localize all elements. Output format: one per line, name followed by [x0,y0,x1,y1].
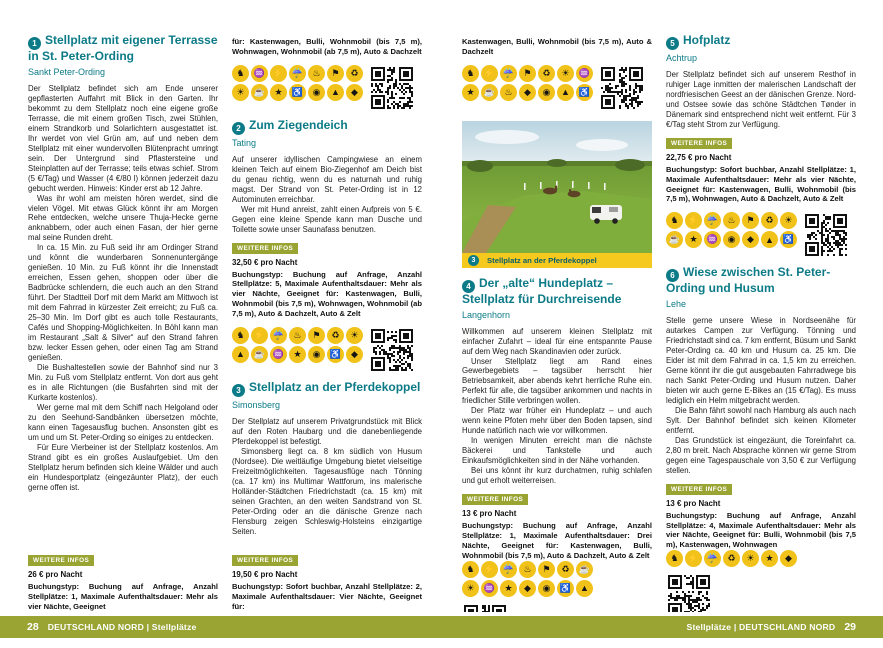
photo-caption [462,253,652,268]
family-icon: ★ [500,580,517,597]
entry-6-title [666,266,856,296]
entry-1-price: 26 € pro Nacht [28,570,83,580]
entry-2-location: Tating [232,137,257,148]
picnic-icon: ☀ [462,580,479,597]
laundry-icon: ◉ [538,580,555,597]
toilet-icon: ⚑ [519,65,536,82]
water-icon: ☔ [270,327,287,344]
footer-label-left: DEUTSCHLAND NORD | Stellplätze [47,622,197,632]
water-icon: ☔ [704,212,721,229]
amenity-icons [666,550,797,567]
amenity-icons [462,65,593,101]
entry-6-price: 13 € pro Nacht [666,498,721,508]
page-number-right: 29 [844,621,856,633]
family-icon: ★ [270,84,287,101]
photo-pferdekoppel [462,121,652,253]
entry-4-paragraph: Bei uns könnt ihr kurz durchatmen, ruhig schlafen und gut erholt weiterreisen. [462,466,652,486]
entry-6-paragraph: Stelle gerne unsere Wiese in Nordseenähe für autarkes Campen zur Verfügung. Tönning und Friedrichstadt sind ca. 7 km entfernt, Büsum und Sankt Peter-Ording ca. 40 km und Husum ca. 25 km. Die Eider ist mit dem Fahrrad in ca. 1,5 km zu erreichen. Gerne könnt ihr die gut ausgebauten Fahrradwege bis nach Sankt Peter-Ording und Husum nutzen. Daher bieten wir auch gerne E-Bikes an (15 €/Tag). Es muss lediglich ein Helm mitgebracht werden. [666,316,856,405]
entry-3-price: 19,50 € pro Nacht [232,570,298,580]
entry-2-booking-details: Buchungstyp: Buchung auf Anfrage, Anzahl Stellplätze: 5, Maximale Aufenthaltsdauer: Mehr als vier Nächte, Geeignet für: Kastenwagen, Bulli, Wohnmobil (bis 7,5 m), Wohnwagen, Wohnmobil (ab 7,5 m), Auto & Dachzelt, Auto & Zelt [232,269,422,318]
laundry-icon: ◉ [723,231,740,248]
picnic-icon: ☀ [742,550,759,567]
entry-6-paragraph: Die Bahn fährt sowohl nach Hamburg als auch nach Sylt. Der Bahnhof befindet sich keinen Kilometer entfernt. [666,405,856,435]
entry-6-amenity-strip [666,550,856,612]
pets-icon: ♞ [666,212,683,229]
laundry-icon: ◉ [308,346,325,363]
column-4 [666,34,856,612]
fire-icon: ▲ [232,346,249,363]
entry-5-number-badge: 5 [666,37,679,50]
entry-1-booking-details: Buchungstyp: Buchung auf Anfrage, Anzahl Stellplätze: 1, Maximale Aufenthaltsdauer: Mehr als vier Nächte, Geeignet [28,582,218,612]
entry-2-title [232,119,422,135]
amenity-icons [462,561,593,597]
waste-icon: ♻ [327,327,344,344]
entry-6-number-badge: 6 [666,269,679,282]
qr-code [369,327,415,373]
accessible-icon: ♿ [557,580,574,597]
entry-5-paragraph: Der Stellplatz befindet sich auf unserem Resthof in ruhiger Lage inmitten der malerischen Landschaft der nordfriesischen Geest an der dänischen Grenze. Nord- und Ostsee sowie das schöne Städtchen Tønder in Dänemark sind entsprechend nicht weit entfernt. Für 3 €/Tag steht Strom zur Verfügung. [666,70,856,129]
waste-icon: ♻ [346,65,363,82]
waste-icon: ♻ [538,65,555,82]
entry-4-amenity-strip [462,561,652,612]
weitere-infos-badge: WEITERE INFOS [666,138,732,149]
entry-3-booking-details: Buchungstyp: Sofort buchbar, Anzahl Stellplätze: 2, Maximale Aufenthaltsdauer: Vier Nächte, Geeignet für: [232,582,422,612]
family-icon: ★ [685,231,702,248]
weitere-infos-badge: WEITERE INFOS [666,484,732,495]
qr-code [803,212,849,258]
weitere-infos-badge: WEITERE INFOS [462,494,528,505]
water-icon: ☔ [289,65,306,82]
qr-code [666,573,712,612]
fire-icon: ▲ [327,84,344,101]
amenity-icons [232,327,363,363]
entry-6-paragraph: Das Grundstück ist eingezäunt, die Toreinfahrt ca. 2,80 m breit. Nach Absprache können wir gerne Strom gegen eine Tagespauschale von 3,50 € zur Verfügung stellen. [666,435,856,475]
toilet-icon: ⚑ [742,212,759,229]
amenity-icons [666,212,797,248]
entry-3-paragraph: Der Stellplatz auf unserem Privatgrundstück mit Blick auf den Roten Haubarg und die danebenliegende Pferdekoppel ist befestigt. [232,416,422,446]
entry-3-location: Simonsberg [232,399,281,410]
parking-icon: ◆ [519,84,536,101]
shower-icon: ♨ [723,212,740,229]
electricity-icon: ⚡ [481,561,498,578]
pets-icon: ♞ [666,550,683,567]
entry-1-paragraph: Was ihr wohl am meisten hören werdet, sind die vielen Vögel. Mit etwas Glück könnt ihr am Morgen Rehe entdecken, welche unsere Thuja-Hecke gerne anknabbern, oder auch einen Fasan, der hier gerne mal seine Runden dreht. [28,193,218,243]
entry-1-amenity-strip [232,65,422,111]
qr-code [369,65,415,111]
footer-bar-left [0,616,465,638]
family-icon: ★ [289,346,306,363]
bakery-icon: ☕ [481,84,498,101]
entry-2-amenity-strip [232,327,422,373]
shower-icon: ♨ [308,65,325,82]
electricity-icon: ⚡ [481,65,498,82]
family-icon: ★ [462,84,479,101]
entry-1-paragraph: Der Stellplatz befindet sich am Ende unserer gepflasterten Auffahrt mit Blick in den Garten. Ihr bekommt zu dem Stellplatz noch eine eigene große Terrasse, die mit einem großen Tisch, zwei Stühlen, einem Strandkorb und Solarlichtern ausgestattet ist. Ihr werdet von viel Grün am, auf und neben dem Stellplatz mit einer wundervollen Blütenpracht umringt sein. Der Untergrund sind Pflastersteine und Steinplatten auf der Terrasse; teils etwas schief. Strom (5 €/Tag) und Wasser (4 €/80 l) können jederzeit dazu gebucht werden. Hinweis: Kinder erst ab 12 Jahre. [28,83,218,193]
accessible-icon: ♿ [780,231,797,248]
water-icon: ☔ [704,550,721,567]
wifi-icon: ♒ [704,231,721,248]
bakery-icon: ☕ [251,84,268,101]
laundry-icon: ◉ [308,84,325,101]
water-icon: ☔ [500,561,517,578]
wifi-icon: ♒ [481,580,498,597]
bakery-icon: ☕ [666,231,683,248]
weitere-infos-badge: WEITERE INFOS [232,243,298,254]
entry-1-location: Sankt Peter-Ording [28,66,106,77]
waste-icon: ♻ [761,212,778,229]
footer-label-right: Stellplätze | DEUTSCHLAND NORD [686,622,836,632]
shower-icon: ♨ [500,84,517,101]
entry-1-title [28,34,218,64]
wifi-icon: ♒ [251,65,268,82]
column-1 [28,34,218,612]
amenity-icons [232,65,363,101]
entry-6-location: Lehe [666,299,687,310]
laundry-icon: ◉ [538,84,555,101]
pets-icon: ♞ [462,561,479,578]
entry-5-booking-details: Buchungstyp: Sofort buchbar, Anzahl Stellplätze: 1, Maximale Aufenthaltsdauer: Mehr als vier Nächte, Geeignet für: Kastenwagen, Bulli, Wohnmobil (bis 7,5 m), Wohnwagen, Auto & Dachzelt, Auto & Zelt [666,164,856,204]
column-3 [462,34,652,612]
entry-5-title-text: Hofplatz [683,34,731,47]
electricity-icon: ⚡ [685,212,702,229]
accessible-icon: ♿ [327,346,344,363]
entry-4-booking-details: Buchungstyp: Buchung auf Anfrage, Anzahl Stellplätze: 1, Maximale Aufenthaltsdauer: Drei Nächte, Geeignet für: Kastenwagen, Bulli, Wohnmobil (bis 7,5 m), Auto & Dachzelt, Auto & Zelt [462,521,652,560]
caption-number-badge: 3 [468,255,479,266]
entry-3-amenity-strip [462,65,652,111]
pets-icon: ♞ [232,327,249,344]
entry-2-number-badge: 2 [232,122,245,135]
entry-1-paragraph: In ca. 15 Min. zu Fuß seid ihr am Ordinger Strand und könnt die wunderbaren Sonnenuntergänge genießen. 10 Min. zu Fuß könnt ihr die Innenstadt erreichen, Essen gehen, shoppen oder über die Badbrücke schlendern, die euch auch an den Strand führt. Der Stadtteil Dorf mit dem Markt am Mittwoch ist mit dem Fahrrad in kürzester Zeit erreicht; zu Fuß ca. 25–30 Min. Im Dorf gibt es auch tolle Restaurants, Cafés und Shopping-Möglichkeiten. In Böhl kann man im Restaurant „Salt & Silver“ auf den Strand fahren bzw. lecker Essen gehen, oder einen Tag am Strand genießen. [28,243,218,363]
pets-icon: ♞ [462,65,479,82]
entry-1-paragraph: Die Bushaltestellen sowie der Bahnhof sind nur 3 Min. zu Fuß vom Stellplatz entfernt. Von dort aus geht es in alle Richtungen (die Busfahrten sind mit der Kurkarte kostenlos). [28,363,218,402]
entry-5-price: 22,75 € pro Nacht [666,152,732,162]
water-icon: ☔ [500,65,517,82]
entry-2-title-text: Zum Ziegendeich [249,117,348,132]
picnic-icon: ☀ [346,327,363,344]
entry-1-title-text: Stellplatz mit eigener Terrasse in St. Peter-Ording [28,34,218,64]
entry-6-booking-details: Buchungstyp: Buchung auf Anfrage, Anzahl Stellplätze: 4, Maximale Aufenthaltsdauer: Mehr als vier Nächte, Geeignet für: Bulli, Wohnmobil (bis 7,5 m), Kastenwagen, Wohnwagen [666,510,856,550]
entry-3-paragraph: Simonsberg liegt ca. 8 km südlich von Husum (Nordsee). Die weitläufige Umgebung bietet vielseitige Freizeitmöglichkeiten. Tagesausflüge nach Tönning (ca. 17 km) ins Multimar Wattforum, ins malerische Holländer-Städtchen Friedrichstadt (ca. 15 km) mit seinen Grachten, an den weiten Sandstrand von St. Peter-Ording oder an die dänische Grenze nach Flensburg zeigen Schleswig-Holsteins einzigartige Seiten. [232,446,422,536]
electricity-icon: ⚡ [251,327,268,344]
toilet-icon: ⚑ [327,65,344,82]
toilet-icon: ⚑ [538,561,555,578]
accessible-icon: ♿ [289,84,306,101]
entry-4-title [462,277,652,307]
entry-3-number-badge: 3 [232,384,245,397]
shower-icon: ♨ [289,327,306,344]
qr-code [599,65,645,111]
entry-5-amenity-strip [666,212,856,258]
picnic-icon: ☀ [557,65,574,82]
picnic-icon: ☀ [780,212,797,229]
waste-icon: ♻ [557,561,574,578]
entry-4-paragraph: Willkommen auf unserem kleinen Stellplatz mit einfacher Zufahrt – ideal für eine entspannte Pause auf dem Weg nach Skandinavien oder zurück. [462,326,652,356]
waste-icon: ♻ [723,550,740,567]
entry-5-location: Achtrup [666,53,698,64]
parking-icon: ◆ [742,231,759,248]
electricity-icon: ⚡ [270,65,287,82]
entry-2-paragraph: Wer mit Hund anreist, zahlt einen Aufpreis von 5 €. Gegen eine kleine Spende kann man Dusche und Toilette sowie unser Saunafass benutzen. [232,204,422,234]
wifi-icon: ♒ [270,346,287,363]
parking-icon: ◆ [346,84,363,101]
entry-1-paragraph: Wer gerne mal mit dem Schiff nach Helgoland oder zu den Seehund-Sandbänken übersetzen möchte, kann einen Tagesausflug buchen. Ansonsten gibt es um und um St. Peter-Ording so einiges zu entdecken. [28,402,218,442]
fire-icon: ▲ [761,231,778,248]
entry-4-price: 13 € pro Nacht [462,509,517,519]
entry-4-number-badge: 4 [462,280,475,293]
parking-icon: ◆ [780,550,797,567]
entry-3-title [232,381,422,397]
entry-5-title [666,34,856,50]
footer-bar-right [418,616,883,638]
toilet-icon: ⚑ [308,327,325,344]
entry-4-title-text: Der „alte“ Hundeplatz – Stellplatz für Durchreisende [462,275,622,306]
shower-icon: ♨ [519,561,536,578]
picnic-icon: ☀ [232,84,249,101]
entry-3-booking-details-continued: Kastenwagen, Bulli, Wohnmobil (bis 7,5 m), Auto & Dachzelt [462,37,652,56]
bakery-icon: ☕ [251,346,268,363]
entry-3-title-text: Stellplatz an der Pferdekoppel [249,379,421,394]
entry-2-price: 32,50 € pro Nacht [232,257,298,267]
weitere-infos-badge: WEITERE INFOS [28,555,94,566]
entry-4-paragraph: Unser Stellplatz liegt am Rand eines Gewerbegebiets – tagsüber herrscht hier Betriebsamkeit, aber abends kehrt herrliche Ruhe ein. Perfekt für alle, die tagsüber ankommen und nachts in friedlicher Stille verbringen wollen. [462,356,652,406]
bakery-icon: ☕ [576,561,593,578]
accessible-icon: ♿ [576,84,593,101]
caption-text: Stellplatz an der Pferdekoppel [487,255,597,265]
family-icon: ★ [761,550,778,567]
fire-icon: ▲ [576,580,593,597]
fire-icon: ▲ [557,84,574,101]
parking-icon: ◆ [346,346,363,363]
qr-code [462,603,508,612]
electricity-icon: ⚡ [685,550,702,567]
entry-2-paragraph: Auf unserer idyllischen Campingwiese an einem kleinen Teich auf einem Bio-Ziegenhof am Deich bist du genau richtig, wenn du es naturnah und ruhig magst. Der Strand von St. Peter-Ording ist in 12 Autominuten erreichbar. [232,154,422,204]
entry-1-number-badge: 1 [28,37,41,50]
page-left [28,34,422,612]
weitere-infos-badge: WEITERE INFOS [232,555,298,566]
entry-4-paragraph: Der Platz war früher ein Hundeplatz – und auch wenn keine Pfoten mehr über den Boden tapsen, sind Hunde natürlich nach wie vor willkommen. [462,406,652,436]
entry-4-paragraph: In wenigen Minuten erreicht man die nächste Bäckerei und Tankstelle und auch Einkaufsmöglichkeiten sind in der Nähe vorhanden. [462,436,652,466]
column-2 [232,34,422,612]
entry-6-title-text: Wiese zwischen St. Peter-Ording und Husum [666,265,831,296]
entry-4-location: Langenhorn [462,309,511,320]
entry-1-paragraph: Für Eure Vierbeiner ist der Stellplatz kostenlos. Am Strand gibt es ein großes Auslaufgebiet. Um den Stellplatz herum befinden sich kleine Wälder und auch ein Hundesportplatz (eingezäunter Platz), der euch gerne offen ist. [28,442,218,492]
page-right [462,34,856,612]
page-number-left: 28 [27,621,39,633]
pets-icon: ♞ [232,65,249,82]
parking-icon: ◆ [519,580,536,597]
entry-1-booking-details-continued: für: Kastenwagen, Bulli, Wohnmobil (bis 7,5 m), Wohnwagen, Wohnmobil (ab 7,5 m), Auto & Dachzelt [232,37,422,56]
wifi-icon: ♒ [576,65,593,82]
